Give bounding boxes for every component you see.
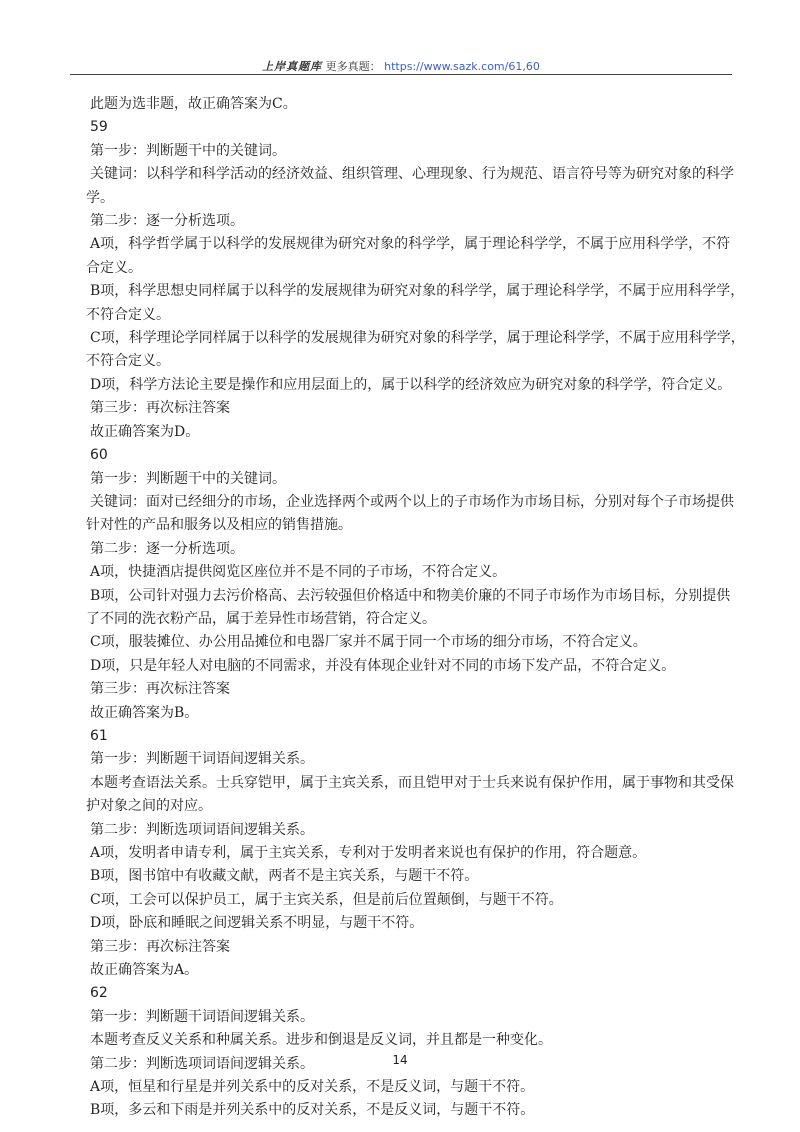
text-line: C项，科学理论学同样属于以科学的发展规律为研究对象的科学学，属于理论科学学，不属于应用科学学， xyxy=(90,330,745,347)
text-line: 不符合定义。 xyxy=(86,353,170,370)
text-line: 第二步：判断选项词语间逻辑关系。 xyxy=(90,1055,314,1072)
text-line: A项，发明者申请专利，属于主宾关系，专利对于发明者来说也有保护的作用，符合题意。 xyxy=(90,845,647,861)
text-line: 学。 xyxy=(86,189,114,206)
text-line: 第一步：判断题干词语间逻辑关系。 xyxy=(90,1008,314,1025)
text-line: B项，公司针对强力去污价格高、去污较强但价格适中和物美价廉的不同子市场作为市场目标，分别提供 xyxy=(90,587,731,604)
header-more-label: 更多真题： xyxy=(325,60,381,73)
text-line: B项，科学思想史同样属于以科学的发展规律为研究对象的科学学，属于理论科学学，不属于应用科学学， xyxy=(90,283,745,300)
page-number: 14 xyxy=(392,1053,408,1067)
text-line: 合定义。 xyxy=(86,259,142,276)
text-line: 了不同的洗衣粉产品，属于差异性市场营销，符合定义。 xyxy=(86,610,436,627)
text-line: 第二步：逐一分析选项。 xyxy=(90,213,244,230)
text-line: 此题为选非题，故正确答案为C。 xyxy=(90,96,297,112)
question-number: 62 xyxy=(90,985,108,1002)
header-url-link[interactable]: https://www.sazk.com/61,60 xyxy=(384,60,540,73)
header-divider xyxy=(70,74,732,75)
text-line: 故正确答案为B。 xyxy=(90,704,199,721)
text-line: 故正确答案为D。 xyxy=(90,423,200,440)
text-line: D项，只是年轻人对电脑的不同需求，并没有体现企业针对不同的市场下发产品，不符合定义。 xyxy=(90,657,676,674)
question-number: 61 xyxy=(90,727,108,744)
text-line: 关键词：面对已经细分的市场，企业选择两个或两个以上的子市场作为市场目标，分别对每个子市场提供 xyxy=(90,493,734,510)
text-line: A项，恒星和行星是并列关系中的反对关系，不是反义词，与题干不符。 xyxy=(90,1079,535,1096)
text-line: 第三步：再次标注答案 xyxy=(90,938,230,955)
question-number: 60 xyxy=(90,447,108,464)
text-line: B项，图书馆中有收藏文献，两者不是主宾关系，与题干不符。 xyxy=(90,868,479,885)
text-line: 第三步：再次标注答案 xyxy=(90,400,230,417)
header-brand: 上岸真题库 xyxy=(262,60,323,73)
text-line: 第二步：判断选项词语间逻辑关系。 xyxy=(90,821,314,838)
text-line: 本题考查反义关系和种属关系。进步和倒退是反义词，并且都是一种变化。 xyxy=(90,1032,552,1049)
text-line: 第一步：判断题干中的关键词。 xyxy=(90,142,286,159)
text-line: D项，科学方法论主要是操作和应用层面上的，属于以科学的经济效应为研究对象的科学学，符合定义。 xyxy=(90,376,732,393)
text-line: 针对性的产品和服务以及相应的销售措施。 xyxy=(86,517,352,534)
text-line: 故正确答案为A。 xyxy=(90,962,199,979)
text-line: 第二步：逐一分析选项。 xyxy=(90,540,244,557)
text-line: 不符合定义。 xyxy=(86,306,170,323)
text-line: A项，科学哲学属于以科学的发展规律为研究对象的科学学，属于理论科学学，不属于应用科学学，不符 xyxy=(90,236,731,253)
text-line: C项，工会可以保护员工，属于主宾关系，但是前后位置颠倒，与题干不符。 xyxy=(90,891,563,908)
question-number: 59 xyxy=(90,119,108,136)
text-line: 第一步：判断题干中的关键词。 xyxy=(90,470,286,487)
text-line: B项，多云和下雨是并列关系中的反对关系，不是反义词，与题干不符。 xyxy=(90,1102,535,1119)
text-line: A项，快捷酒店提供阅览区座位并不是不同的子市场，不符合定义。 xyxy=(90,564,507,581)
page-header xyxy=(70,58,732,74)
text-line: C项，服装摊位、办公用品摊位和电器厂家并不属于同一个市场的细分市场，不符合定义。 xyxy=(90,634,647,651)
text-line: 护对象之间的对应。 xyxy=(86,798,212,815)
text-line: 第一步：判断题干词语间逻辑关系。 xyxy=(90,751,314,768)
document-body xyxy=(86,93,745,1123)
text-line: 关键词：以科学和科学活动的经济效益、组织管理、心理现象、行为规范、语言符号等为研究对象的科学 xyxy=(90,166,734,183)
text-line: 本题考查语法关系。士兵穿铠甲，属于主宾关系，而且铠甲对于士兵来说有保护作用，属于事物和其受保 xyxy=(90,774,734,791)
text-line: D项，卧底和睡眠之间逻辑关系不明显，与题干不符。 xyxy=(90,915,424,932)
text-line: 第三步：再次标注答案 xyxy=(90,681,230,698)
